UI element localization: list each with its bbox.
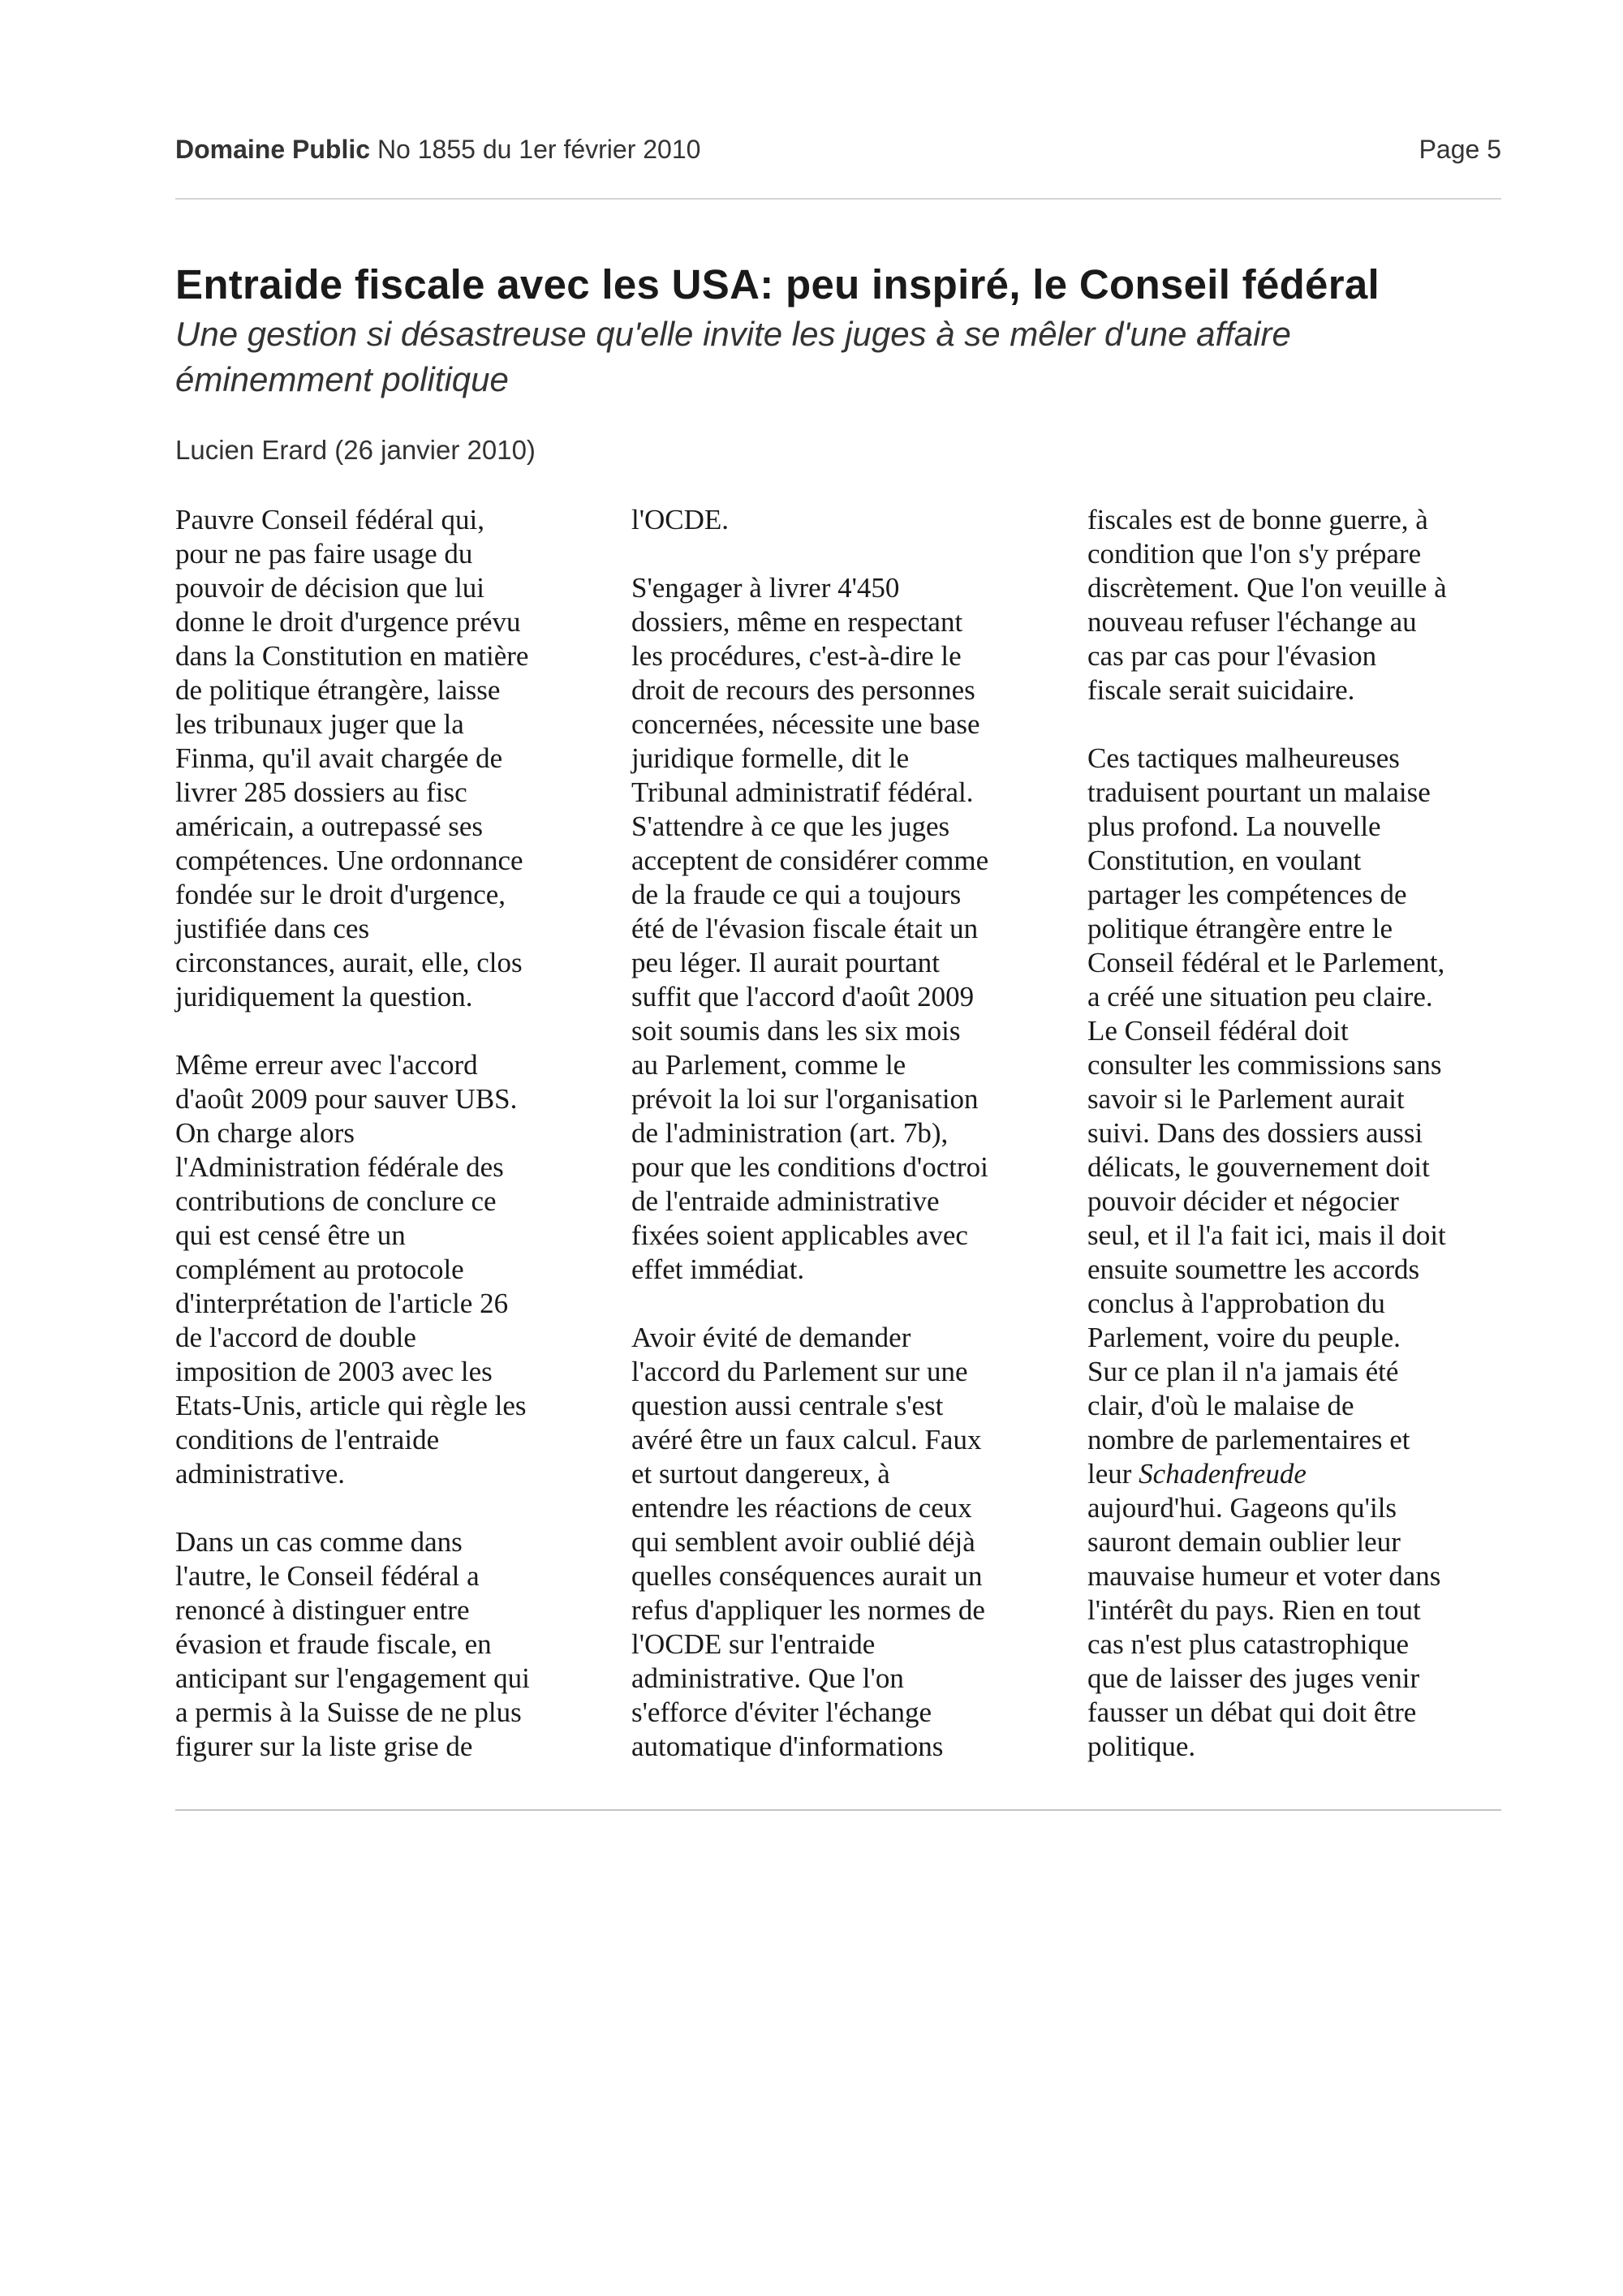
header-divider: [175, 198, 1501, 200]
article-subtitle: Une gestion si désastreuse qu'elle invite les juges à se mêler d'une affaire éminemment politique: [175, 315, 1291, 398]
paragraph: Dans un cas comme dans l'autre, le Conseil fédéral a renoncé à distinguer entre évasion et fraude fiscale, en anticipant sur l'engagement qui a permis à la Suisse de ne plus figurer sur la liste grise de: [175, 1526, 530, 1762]
text-column-2: [631, 503, 1061, 1764]
paragraph: Avoir évité de demander l'accord du Parlement sur une question aussi centrale s'est avéré être un faux calcul. Faux et surtout dangereux, à entendre les réactions de ceux qui semblent avoir oublié déjà quelles conséquences aurait un refus d'appliquer les normes de l'OCDE sur l'entraide administrative. Que l'on s'efforce d'éviter l'échange automatique d'informations: [631, 1322, 985, 1762]
page-header: [175, 135, 1501, 170]
article-byline: Lucien Erard (26 janvier 2010): [175, 435, 536, 465]
paragraph: [1087, 742, 1518, 1764]
text-column-3: [1087, 503, 1518, 1764]
page-number: Page 5: [1419, 135, 1501, 164]
text-column-1: [175, 503, 605, 1764]
paragraph: l'OCDE.: [631, 504, 730, 535]
paragraph: Pauvre Conseil fédéral qui, pour ne pas faire usage du pouvoir de décision que lui donne le droit d'urgence prévu dans la Constitution en matière de politique étrangère, laisse les tribunaux juger que la Finma, qu'il avait chargée de livrer 285 dossiers au fisc américain, a outrepassé ses compétences. Une ordonnance fondée sur le droit d'urgence, justifiée dans ces circonstances, aurait, elle, clos juridiquement la question.: [175, 504, 529, 1013]
article-title: Entraide fiscale avec les USA: peu inspiré, le Conseil fédéral: [175, 261, 1380, 307]
emphasized-term: Schadenfreude: [1139, 1458, 1307, 1490]
footer-divider: [175, 1809, 1501, 1811]
paragraph: Même erreur avec l'accord d'août 2009 pour sauver UBS. On charge alors l'Administration fédérale des contributions de conclure ce qui est censé être un complément au protocole d'interprétation de l'article 26 de l'accord de double imposition de 2003 avec les Etats-Unis, article qui règle les conditions de l'entraide administrative.: [175, 1049, 527, 1490]
paragraph: S'engager à livrer 4'450 dossiers, même en respectant les procédures, c'est-à-dire le droit de recours des personnes concernées, nécessite une base juridique formelle, dit le Tribunal administratif fédéral. S'attendre à ce que les juges acceptent de considérer comme de la fraude ce qui a toujours été de l'évasion fiscale était un peu léger. Il aurait pourtant suffit que l'accord d'août 2009 soit soumis dans les six mois au Parlement, comme le prévoit la loi sur l'organisation de l'administration (art. 7b), pour que les conditions d'octroi de l'entraide administrative fixées soient applicables avec effet immédiat.: [631, 572, 989, 1285]
paragraph: fiscales est de bonne guerre, à condition que l'on s'y prépare discrètement. Que l'on veuille à nouveau refuser l'échange au cas par cas pour l'évasion fiscale serait suicidaire.: [1087, 504, 1447, 706]
paragraph-text: Ces tactiques malheureuses traduisent pourtant un malaise plus profond. La nouvelle Constitution, en voulant partager les compétences de politique étrangère entre le Conseil fédéral et le Parlement, a créé une situation peu claire. Le Conseil fédéral doit consulter les commissions sans savoir si le Parlement aurait suivi. Dans des dossiers aussi délicats, le gouvernement doit pouvoir décider et négocier seul, et il l'a fait ici, mais il doit ensuite soumettre les accords conclus à l'approbation du Parlement, voire du peuple. Sur ce plan il n'a jamais été clair, d'où le malaise de nombre de parlementaires et leur: [1087, 742, 1446, 1490]
issue-info: No 1855 du 1er février 2010: [377, 135, 701, 164]
paragraph-text: aujourd'hui. Gageons qu'ils sauront demain oublier leur mauvaise humeur et voter dans l'intérêt du pays. Rien en tout cas n'est plus catastrophique que de laisser des juges venir fausser un débat qui doit être politique.: [1087, 1492, 1441, 1762]
publication-name: Domaine Public: [175, 135, 371, 164]
